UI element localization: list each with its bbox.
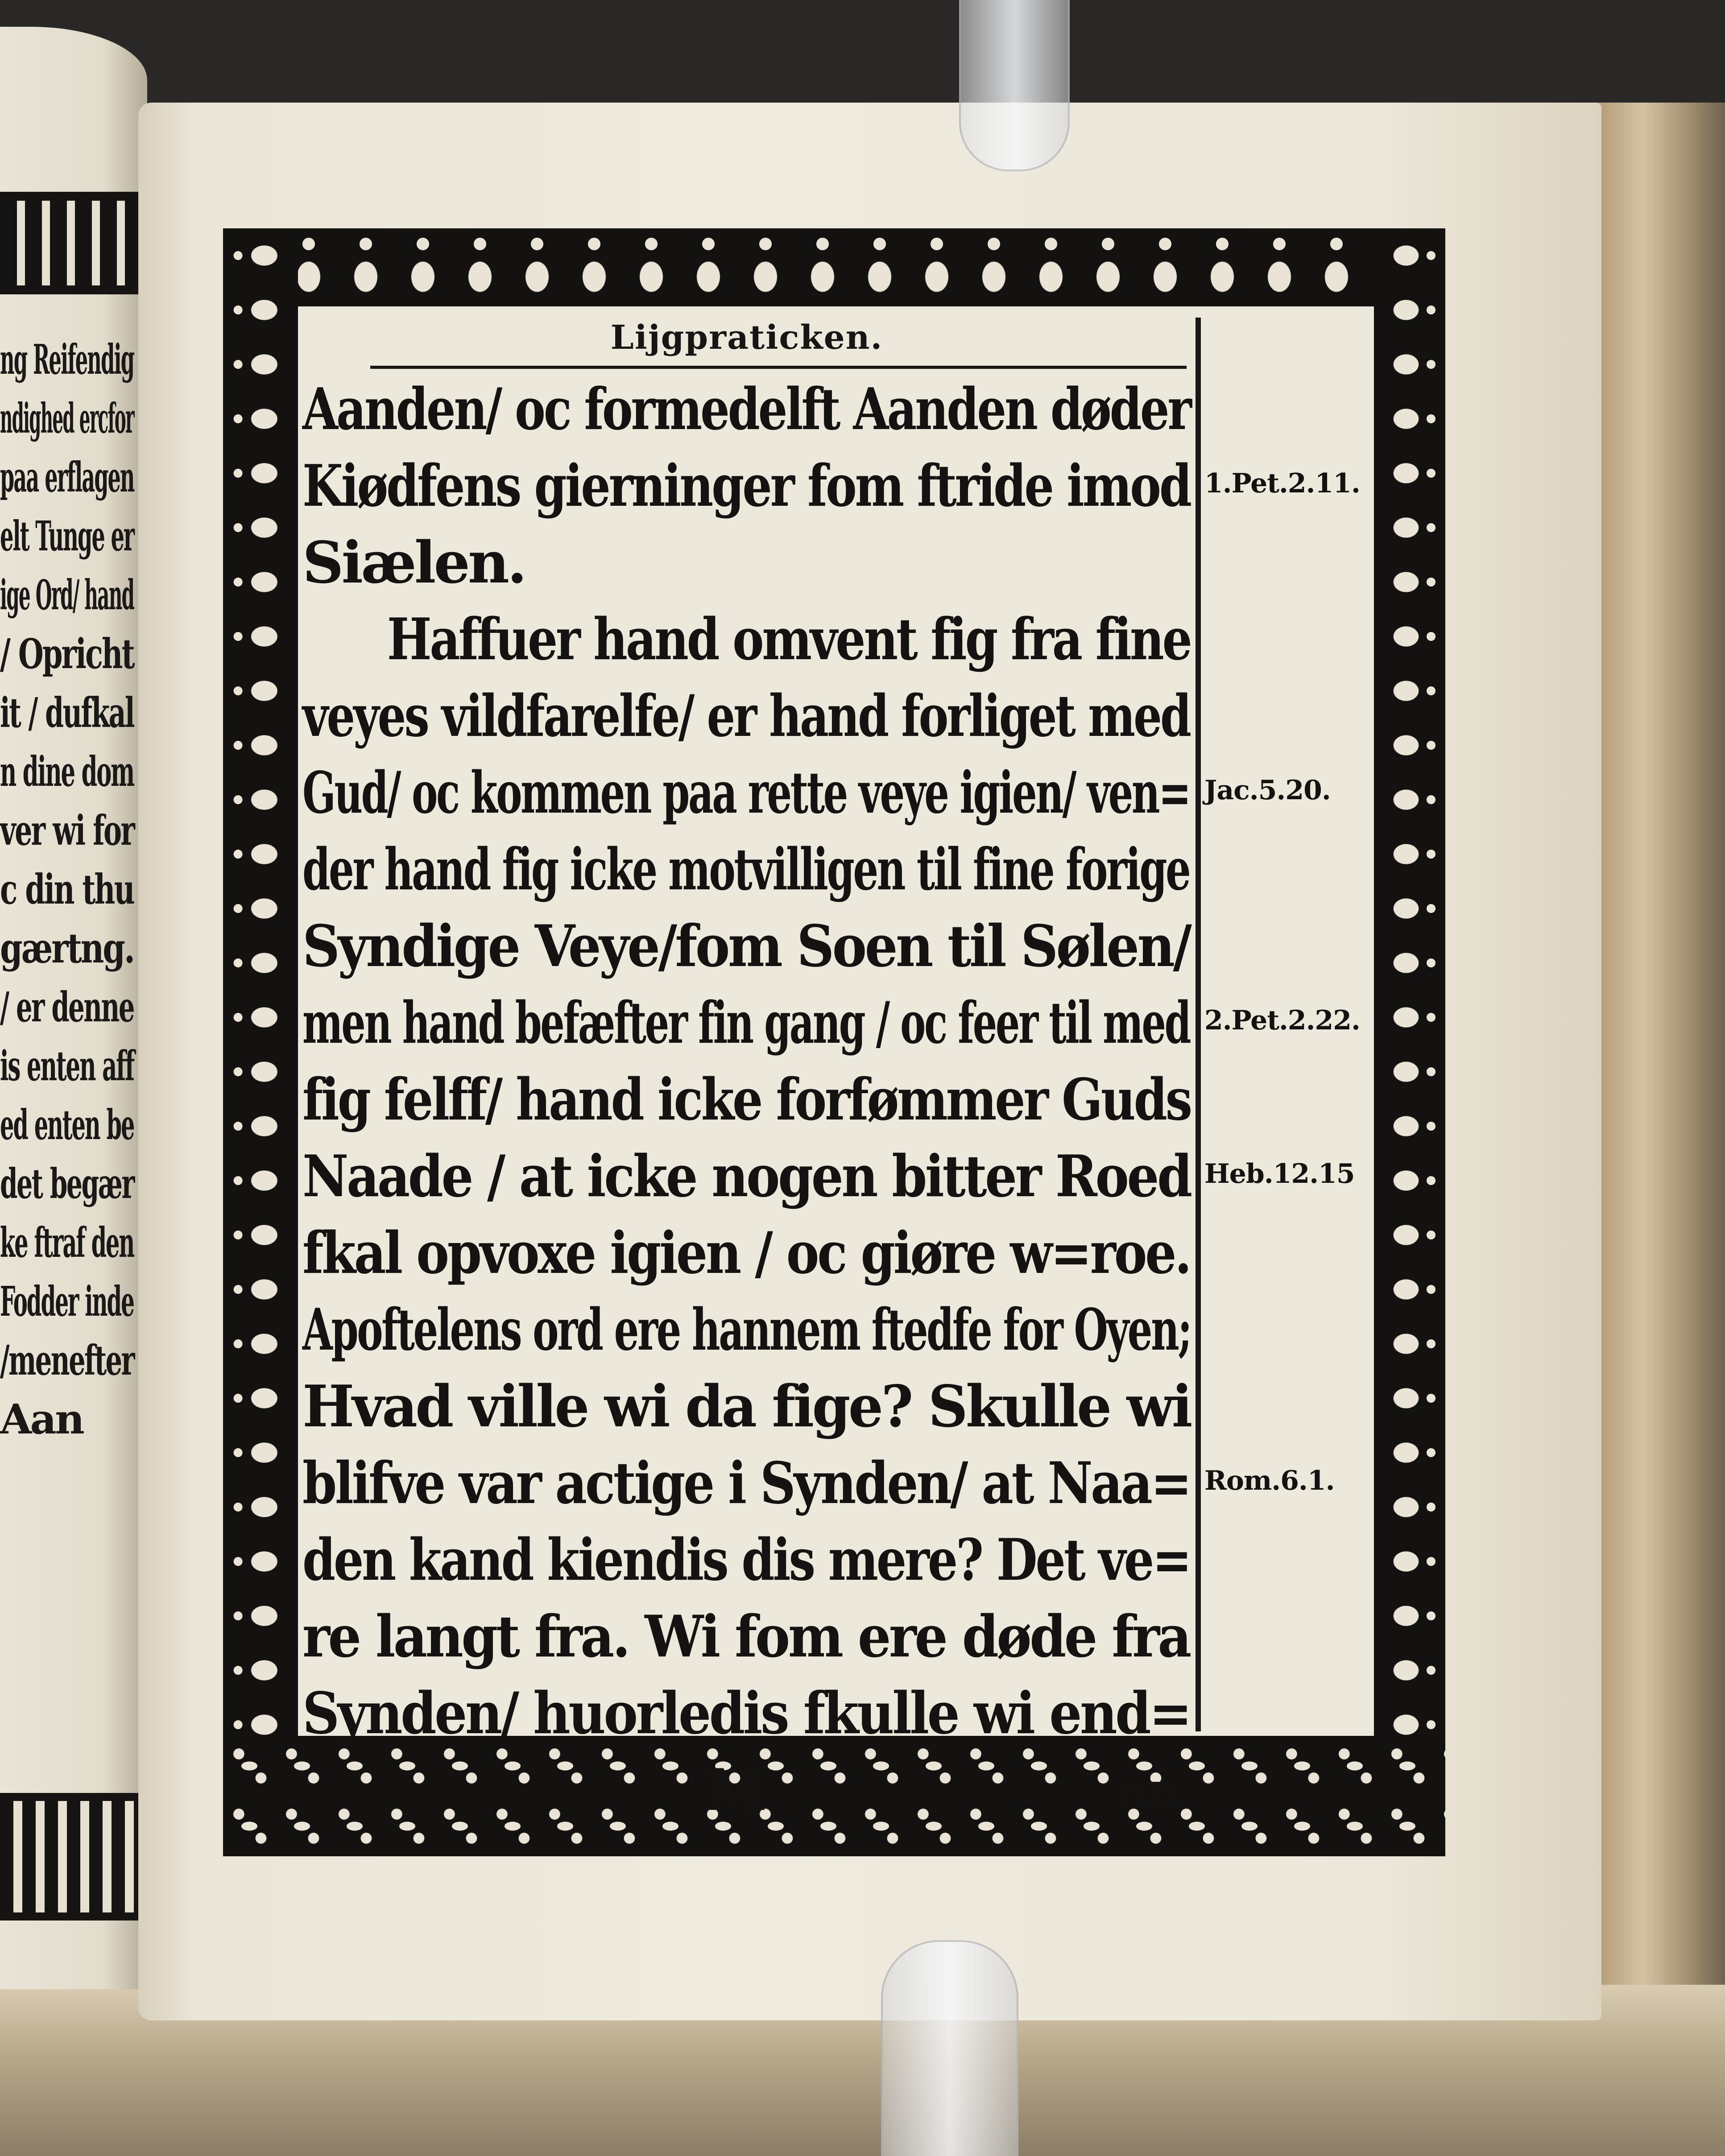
left-page [0,27,147,1989]
header-rule [370,366,1187,369]
margin-note: Jac.5.20. [1204,775,1331,806]
printed-frame [223,228,1445,1856]
text-line: Syndige Veye/fom Soen til Sølen/ [302,913,1190,980]
left-page-line: det begær [0,1160,134,1208]
ornamental-border-top [223,228,1445,306]
left-page-line: / er denne [0,983,134,1031]
margin-rule [1196,318,1201,1731]
margin-note: 2.Pet.2.22. [1204,1005,1360,1036]
margin-note: Heb.12.15 [1204,1158,1355,1190]
left-page-line: ver wi for [0,806,134,855]
running-head: Lijgpraticken. [610,318,883,357]
left-page-line: Fodder inde [0,1277,134,1326]
text-line: veyes vildfarelfe/ er hand forliget med [302,683,1190,750]
left-page-text [0,330,134,1449]
left-page-line: ke ftraf den [0,1218,134,1267]
text-line: Apoftelens ord ere hannem ftedfe for Oyen; [302,1297,1191,1363]
text-line: Hvad ville wi da fige? Skulle wi [302,1373,1191,1440]
signature-line [302,1752,1190,1829]
left-page-line: gærtng. [0,924,134,972]
page-clip-bottom [881,1940,1018,2156]
text-line: den kand kiendis dis mere? Det ve= [302,1527,1190,1594]
left-page-line: paa erflagen [0,453,134,501]
text-line: re langt fra. Wi fom ere døde fra [302,1603,1190,1670]
text-line: Aanden/ oc formedelft Aanden døder [302,376,1190,443]
left-page-line: ng Reifendig [0,335,134,384]
text-line: Naade / at icke nogen bitter Roed [302,1143,1191,1210]
body-text [302,371,1190,1829]
left-page-line: / Opricht [0,630,134,678]
left-page-line: n dine dom [0,748,134,796]
ornamental-border-right [1374,228,1445,1856]
ornamental-border-left [223,228,298,1856]
left-page-ornament-top [0,192,138,294]
text-line: blifve var actige i Synden/ at Naa= [302,1450,1190,1517]
left-page-line: Aan [0,1395,83,1443]
left-page-line: ige Ord/ hand [0,571,134,619]
text-line: Siælen. [302,529,525,596]
page-clip-top [959,0,1070,171]
left-page-line: ndighed ercfor [0,394,134,442]
catchword: nu [1114,1761,1181,1819]
left-page-line: is enten aff [0,1042,134,1090]
left-page-line: ed enten be [0,1101,134,1149]
text-line: fkal opvoxe igien / oc giøre w=roe. [302,1220,1190,1287]
text-line: Kiødfens gierninger fom ftride imod [302,453,1191,520]
signature-mark: M [704,1757,765,1824]
margin-note: Rom.6.1. [1204,1465,1335,1496]
margin-note: 1.Pet.2.11. [1204,468,1360,499]
left-page-line: /menefter [0,1336,134,1384]
text-line: fig felff/ hand icke forfømmer Guds [302,1066,1191,1133]
left-page-line: it / dufkal [0,689,134,737]
left-page-ornament-bottom [0,1793,143,1921]
text-line: men hand befæfter fin gang / oc feer til med [302,990,1190,1057]
text-line: Haffuer hand omvent fig fra fine [387,606,1191,673]
left-page-line: elt Tunge er [0,512,134,560]
text-line: Gud/ oc kommen paa rette veye igien/ ven= [302,760,1190,826]
left-page-line: c din thu [0,865,134,913]
text-line: der hand fig icke motvilligen til fine forige [302,836,1190,903]
text-line: Synden/ huorledis fkulle wi end= [302,1680,1191,1747]
